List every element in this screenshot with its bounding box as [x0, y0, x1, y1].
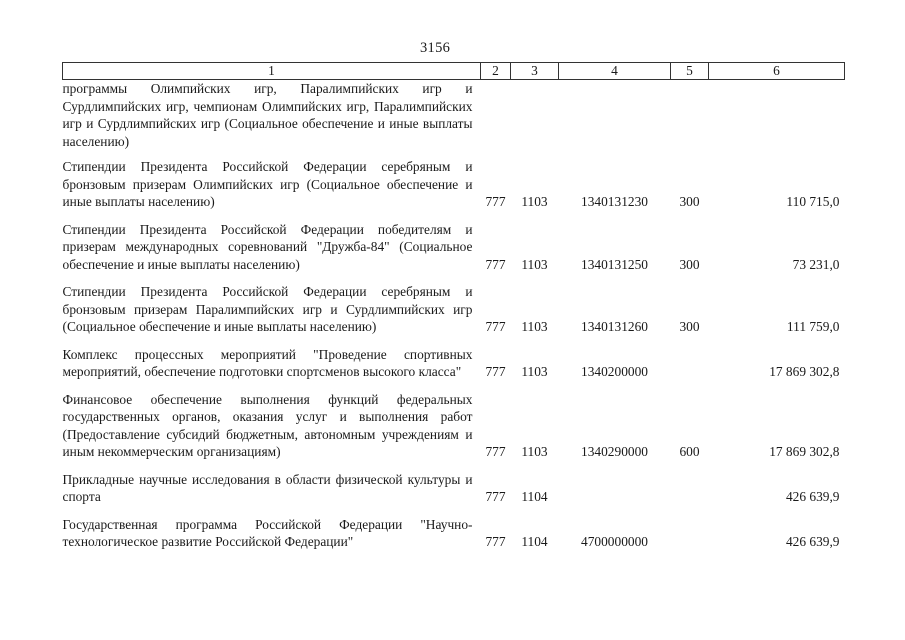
row-grbs: 777: [485, 534, 506, 549]
row-expense-type: [671, 471, 709, 516]
row-section: 1104: [521, 534, 548, 549]
header-col-1: 1: [63, 63, 481, 80]
table-row: [63, 80, 845, 159]
row-name: Комплекс процессных мероприятий "Проведение спортивных мероприятий, обеспечение подготовки спортсменов высокого класса": [62, 346, 473, 379]
row-amount: 17 869 302,8: [769, 444, 840, 459]
row-name: Государственная программа Российской Федерации "Научно-технологическое развитие Российской Федерации": [62, 516, 473, 549]
row-expense-type: 300: [679, 256, 700, 272]
row-amount: 73 231,0: [792, 256, 840, 272]
row-name: Прикладные научные исследования в области физической культуры и спорта: [62, 471, 473, 504]
row-expense-type: 300: [679, 319, 700, 334]
row-name: Стипендии Президента Российской Федерации победителям и призерам международных соревнований "Дружба-84" (Социальное обеспечение и иные выплаты населению): [62, 221, 473, 272]
row-expense-type: 600: [679, 444, 700, 459]
row-name: Стипендии Президента Российской Федерации серебряным и бронзовым призерам Паралимпийских игр и Сурдлимпийских игр (Социальное обеспечение и иные выплаты населению): [62, 284, 473, 334]
row-amount: [709, 80, 845, 159]
header-col-4: 4: [559, 63, 671, 80]
row-target-article: 4700000000: [581, 534, 648, 549]
row-name: Финансовое обеспечение выполнения функций федеральных государственных органов, оказания услуг и выполнения работ (Предоставление субсидий бюджетным, автономным учреждениям и иным некоммерческим организациям): [62, 391, 473, 459]
row-expense-type: [671, 346, 709, 391]
row-amount: 110 715,0: [786, 194, 840, 209]
row-target-article: 1340131250: [581, 256, 648, 272]
header-col-2: 2: [481, 63, 511, 80]
row-amount: 17 869 302,8: [769, 364, 840, 379]
table-row: [63, 516, 845, 551]
header-col-6: 6: [709, 63, 845, 80]
row-name: программы Олимпийских игр, Паралимпийских игр и Сурдлимпийских игр, чемпионам Олимпийских игр, Паралимпийских игр и Сурдлимпийских игр (Социальное обеспечение и иные выплаты населению): [62, 81, 473, 149]
page-number: 3156: [420, 40, 451, 56]
table-row: [63, 391, 845, 471]
header-col-3: 3: [511, 63, 559, 80]
row-section: 1104: [521, 489, 548, 504]
table-row: [63, 158, 845, 221]
row-grbs: [481, 80, 511, 159]
row-grbs: 777: [485, 256, 506, 272]
table-header: [63, 63, 845, 80]
row-amount: 111 759,0: [786, 319, 840, 334]
row-section: 1103: [521, 256, 548, 272]
row-amount: 426 639,9: [785, 534, 840, 549]
row-grbs: 777: [485, 319, 506, 334]
row-target-article: 1340131230: [581, 194, 648, 209]
row-section: 1103: [521, 364, 548, 379]
table-row: [63, 346, 845, 391]
row-grbs: 777: [485, 489, 506, 504]
table-row: [63, 471, 845, 516]
row-expense-type: [671, 516, 709, 551]
row-amount: 426 639,9: [785, 489, 840, 504]
row-target-article: 1340131260: [581, 319, 648, 334]
table-row: [63, 221, 845, 284]
row-section: 1103: [521, 444, 548, 459]
header-col-5: 5: [671, 63, 709, 80]
row-section: [511, 80, 559, 159]
row-section: 1103: [521, 319, 548, 334]
row-grbs: 777: [485, 364, 506, 379]
row-expense-type: [671, 80, 709, 159]
budget-table: [62, 62, 845, 551]
row-target-article: 1340200000: [581, 364, 648, 379]
row-target-article: [559, 471, 671, 516]
row-grbs: 777: [485, 194, 506, 209]
row-target-article: 1340290000: [581, 444, 648, 459]
table-row: [63, 283, 845, 346]
row-section: 1103: [521, 194, 548, 209]
row-target-article: [559, 80, 671, 159]
row-grbs: 777: [485, 444, 506, 459]
row-name: Стипендии Президента Российской Федерации серебряным и бронзовым призерам Олимпийских игр (Социальное обеспечение и иные выплаты населению): [62, 159, 473, 209]
row-expense-type: 300: [679, 194, 700, 209]
